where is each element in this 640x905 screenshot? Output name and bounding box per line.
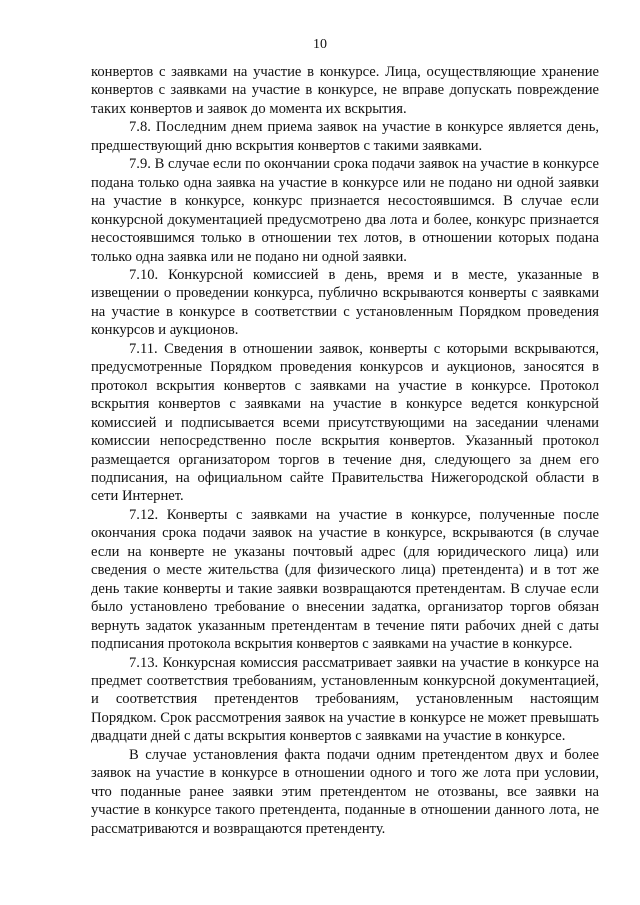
document-body [91, 63, 599, 838]
paragraph-continuation: конвертов с заявками на участие в конкурсе. Лица, осуществляющие хранение конвертов с заявками на участие в конкурсе, не вправе допускать повреждение таких конвертов и заявок до момента их вскрытия. [91, 64, 599, 117]
paragraph-7-8: 7.8. Последним днем приема заявок на участие в конкурсе является день, предшествующий дню вскрытия конвертов с такими заявками. [91, 119, 599, 154]
paragraph-7-9: 7.9. В случае если по окончании срока подачи заявок на участие в конкурсе подана только одна заявка на участие в конкурсе или не подано ни одной заявки на участие в конкурсе, конкурс признается несостоявшимся. В случае если конкурсной документацией предусмотрено два лота и более, конкурс признается несостоявшимся только в отношении тех лотов, в отношении которых подана только одна заявка или не подано ни одной заявки. [91, 156, 599, 265]
paragraph-7-11: 7.11. Сведения в отношении заявок, конверты с которыми вскрываются, предусмотренные Порядком проведения конкурсов и аукционов, заносятся в протокол вскрытия конвертов с заявками на участие в конкурсе. Протокол вскрытия конвертов с заявками на участие в конкурсе ведется конкурсной комиссией и подписывается всеми присутствующими на заседании членами комиссии непосредственно после вскрытия конвертов. Указанный протокол размещается организатором торгов в течение дня, следующего за днем его подписания, на официальном сайте Правительства Нижегородской области в сети Интернет. [91, 340, 599, 505]
paragraph-duplicate-applications: В случае установления факта подачи одним претендентом двух и более заявок на участие в конкурсе в отношении одного и того же лота при условии, что поданные ранее заявки этим претендентом не отозваны, все заявки на участие в конкурсе такого претендента, поданные в отношении данного лота, не рассматриваются и возвращаются претенденту. [91, 746, 599, 837]
page-number: 10 [313, 37, 327, 52]
paragraph-7-10: 7.10. Конкурсной комиссией в день, время и в месте, указанные в извещении о проведении конкурса, публично вскрываются конверты с заявками на участие в конкурсе в соответствии с установленным Порядком проведения конкурсов и аукционов. [91, 266, 599, 339]
paragraph-7-13: 7.13. Конкурсная комиссия рассматривает заявки на участие в конкурсе на предмет соответствия требованиям, установленным конкурсной документацией, и соответствия претендентов требованиям, установленным настоящим Порядком. Срок рассмотрения заявок на участие в конкурсе не может превышать двадцати дней с даты вскрытия конвертов с заявками на участие в конкурсе. [91, 654, 599, 745]
paragraph-7-12: 7.12. Конверты с заявками на участие в конкурсе, полученные после окончания срока подачи заявок на участие в конкурсе, вскрываются (в случае если на конверте не указаны почтовый адрес (для юридического лица) или сведения о месте жительства (для физического лица) претендента) и в тот же день такие конверты и такие заявки возвращаются претендентам. В случае если было установлено требование о внесении задатка, организатор торгов обязан вернуть задаток указанным претендентам в течение пяти рабочих дней с даты подписания протокола вскрытия конвертов с заявками на участие в конкурсе. [91, 506, 599, 653]
